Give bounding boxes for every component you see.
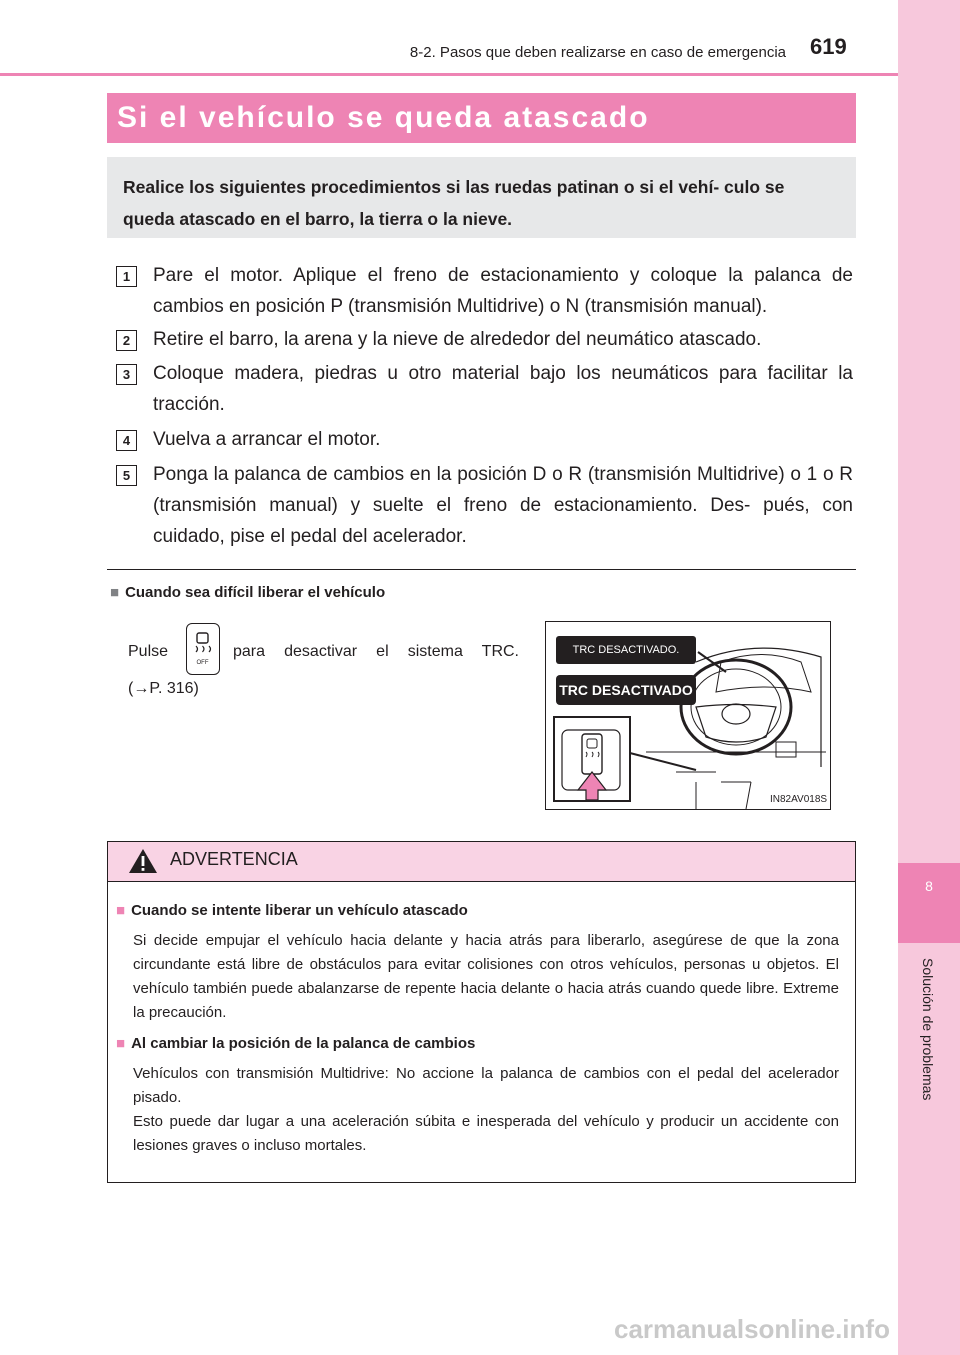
square-bullet-icon: ■ — [116, 1035, 126, 1052]
trc-slip-icon — [187, 624, 218, 673]
chapter-side-tab-active — [898, 863, 960, 943]
step-number-5: 5 — [116, 465, 137, 486]
sub-heading-text: Cuando sea difícil liberar el vehículo — [125, 584, 386, 601]
warning-heading-2 — [116, 1035, 475, 1052]
square-bullet-icon: ■ — [110, 584, 120, 601]
section-divider — [107, 569, 856, 570]
warning-text-1: Si decide empujar el vehículo hacia delante y hacia atrás para liberarlo, asegúrese de que la zona circundante está libre de obstáculos para evitar colisiones con otros vehículos, personas u objetos. El vehículo también puede abalanzarse de repente hacia delante o hacia atrás cuando quede libre. Extreme la precaución. — [133, 932, 839, 1021]
figure-code: IN82AV018S — [770, 794, 828, 805]
pulse-rest-text: para desactivar el sistema TRC. — [233, 643, 519, 660]
step-text-5: Ponga la palanca de cambios en la posición D o R (transmisión Multidrive) o 1 o R (transmisión manual) y suelte el freno de estacionamiento. Des- pués, con cuidado, pise el pedal del acelerador. — [153, 464, 853, 547]
trc-off-button-icon — [186, 623, 220, 675]
warning-heading-1-text: Cuando se intente liberar un vehículo atascado — [131, 902, 468, 919]
warning-triangle-icon — [128, 848, 158, 874]
chapter-title: Solución de problemas — [920, 958, 936, 1101]
warning-text-2: Vehículos con transmisión Multidrive: No accione la palanca de cambios con el pedal del acelerador pisado. — [133, 1065, 839, 1106]
chapter-number: 8 — [925, 878, 933, 894]
step-number-4: 4 — [116, 430, 137, 451]
step-text-1: Pare el motor. Aplique el freno de estacionamiento y coloque la palanca de cambios en posición P (transmisión Multidrive) o N (transmisión manual). — [153, 265, 853, 317]
sub-heading — [110, 584, 385, 601]
square-bullet-icon: ■ — [116, 902, 126, 919]
header-rule — [0, 73, 898, 76]
trc-indicator-small: TRC DESACTIVADO. — [556, 636, 696, 664]
page-number: 619 — [810, 34, 847, 59]
trc-indicator-large: TRC DESACTIVADO — [556, 675, 696, 705]
trc-button-label: OFF — [196, 660, 209, 666]
page-title: Si el vehículo se queda atascado — [117, 101, 650, 134]
step-number-3: 3 — [116, 364, 137, 385]
step-text-3: Coloque madera, piedras u otro material bajo los neumáticos para facilitar la tracción. — [153, 363, 853, 415]
intro-box: Realice los siguientes procedimientos si las ruedas patinan o si el vehí- culo se queda atascado en el barro, la tierra o la nieve. — [107, 157, 856, 238]
step-number-1: 1 — [116, 266, 137, 287]
warning-heading-1 — [116, 902, 468, 919]
warning-text-3: Esto puede dar lugar a una aceleración súbita e inesperada del vehículo y producir un accidente con lesiones graves o incluso mortales. — [133, 1113, 839, 1154]
pulse-word: Pulse — [128, 643, 169, 660]
step-number-2: 2 — [116, 330, 137, 351]
warning-title: ADVERTENCIA — [170, 849, 298, 869]
title-band — [107, 93, 856, 143]
section-header: 8-2. Pasos que deben realizarse en caso de emergencia — [409, 44, 786, 61]
step-text-4: Vuelva a arrancar el motor. — [153, 429, 381, 450]
page-reference: (→P. 316) — [128, 680, 199, 697]
watermark: carmanualsonline.info — [614, 1314, 890, 1344]
step-text-2: Retire el barro, la arena y la nieve de alrededor del neumático atascado. — [153, 329, 762, 350]
warning-heading-2-text: Al cambiar la posición de la palanca de cambios — [131, 1035, 476, 1052]
